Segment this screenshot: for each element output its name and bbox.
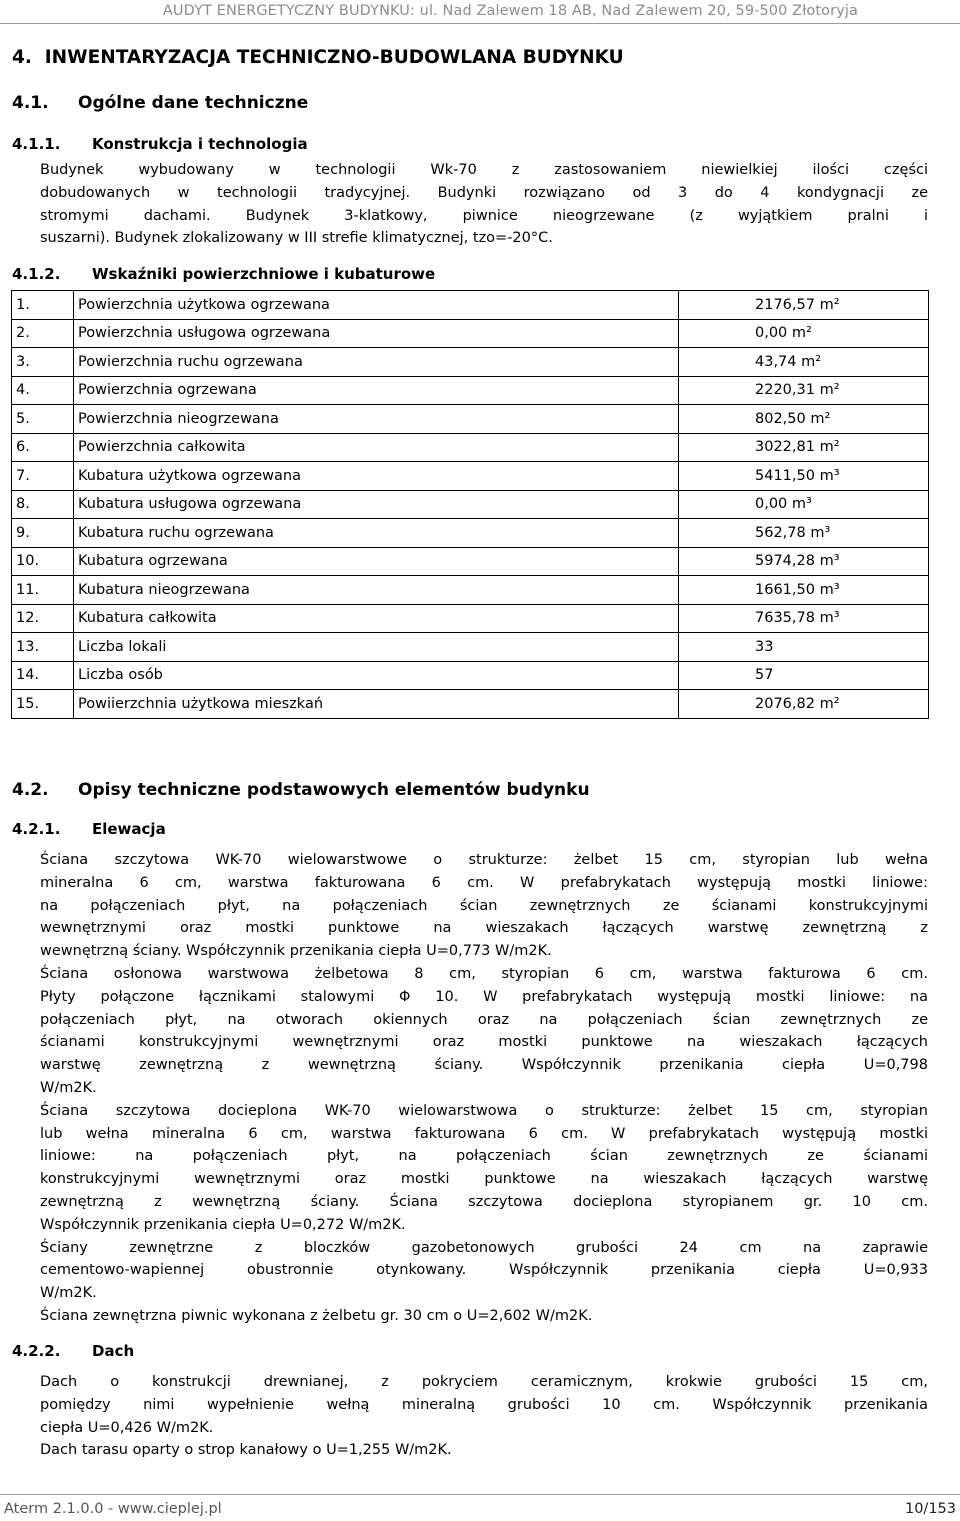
text-line: dobudowanych w technologii tradycyjnej. Budynki rozwiązano od 3 do 4 kondygnacji ze — [40, 184, 928, 201]
row-label: Powierzchnia usługowa ogrzewana — [74, 319, 679, 348]
text-line: ciepła U=0,426 W/m2K. — [40, 1419, 214, 1436]
row-value-cell — [679, 604, 929, 633]
text-line: Współczynnik przenikania ciepła U=0,272 W/m2K. — [40, 1216, 406, 1233]
table-row — [12, 462, 929, 491]
row-value: 3022,81 m² — [755, 439, 840, 456]
subsection-title: Elewacja — [92, 820, 166, 838]
row-value-cell — [679, 547, 929, 576]
text-line: wewnętrznymi oraz mostki punktowe na wieszakach łączących warstwę zewnętrzną z — [40, 920, 928, 937]
table-row — [12, 547, 929, 576]
table-row — [12, 405, 929, 434]
row-label: Liczba lokali — [74, 633, 679, 662]
table-row — [12, 433, 929, 462]
roof-paragraph — [40, 1371, 928, 1462]
text-line: lub wełna mineralna 6 cm, warstwa fakturowana 6 cm. W prefabrykatach występują mostki — [40, 1125, 928, 1142]
footer-software: Aterm 2.1.0.0 - www.cieplej.pl — [4, 1501, 222, 1517]
row-value-cell — [679, 433, 929, 462]
table-row — [12, 633, 929, 662]
row-value: 33 — [755, 638, 774, 655]
text-line: cementowo-wapiennej obustronnie otynkowany. Współczynnik przenikania ciepła U=0,933 — [40, 1262, 928, 1279]
row-number: 1. — [12, 291, 74, 320]
section-number: 4. — [12, 47, 32, 68]
text-line: Ściana zewnętrzna piwnic wykonana z żelbetu gr. 30 cm o U=2,602 W/m2K. — [40, 1307, 593, 1324]
table-row — [12, 576, 929, 605]
text-line: pomiędzy nimi wypełnienie wełną mineralną grubości 10 cm. Współczynnik przenikania — [40, 1396, 928, 1413]
row-number: 10. — [12, 547, 74, 576]
table-row — [12, 661, 929, 690]
subsection-heading-4-2-1 — [12, 820, 166, 838]
table-row — [12, 690, 929, 719]
subsection-heading-4-2 — [12, 780, 590, 800]
row-number: 6. — [12, 433, 74, 462]
table-row — [12, 376, 929, 405]
row-value-cell — [679, 519, 929, 548]
text-line: Ściana szczytowa docieplona WK-70 wielowarstwowa o strukturze: żelbet 15 cm, styropian — [40, 1102, 928, 1119]
table-row — [12, 291, 929, 320]
subsection-title: Opisy techniczne podstawowych elementów budynku — [78, 780, 590, 800]
row-value-cell — [679, 462, 929, 491]
text-line: liniowe: na połączeniach płyt, na połączeniach ścian zewnętrznych ze ścianami — [40, 1148, 928, 1165]
row-label: Kubatura użytkowa ogrzewana — [74, 462, 679, 491]
row-value: 562,78 m³ — [755, 524, 831, 541]
row-value: 43,74 m² — [755, 353, 822, 370]
page-header — [0, 0, 960, 24]
text-line: suszarni). Budynek zlokalizowany w III strefie klimatycznej, tzo=-20°C. — [40, 230, 553, 247]
page-number: 10/153 — [904, 1501, 956, 1517]
text-line: połączeniach płyt, na otworach okiennych oraz na połączeniach ścian zewnętrznych ze — [40, 1011, 928, 1028]
subsection-number: 4.1. — [12, 93, 49, 113]
section-title: INWENTARYZACJA TECHNICZNO-BUDOWLANA BUDYNKU — [44, 47, 624, 68]
text-line: W/m2K. — [40, 1079, 97, 1096]
row-label: Powiierzchnia użytkowa mieszkań — [74, 690, 679, 719]
row-label: Powierzchnia całkowita — [74, 433, 679, 462]
row-value-cell — [679, 405, 929, 434]
row-label: Kubatura nieogrzewana — [74, 576, 679, 605]
table-row — [12, 604, 929, 633]
row-label: Kubatura całkowita — [74, 604, 679, 633]
row-value: 802,50 m² — [755, 410, 831, 427]
row-value-cell — [679, 348, 929, 377]
text-line: konstrukcyjnymi wewnętrznymi oraz mostki punktowe na wieszakach łączących warstwę — [40, 1171, 928, 1188]
text-line: Ściana osłonowa warstwowa żelbetowa 8 cm, styropian 6 cm, warstwa fakturowa 6 cm. — [40, 965, 928, 982]
header-text: AUDYT ENERGETYCZNY BUDYNKU: ul. Nad Zalewem 18 AB, Nad Zalewem 20, 59-500 Złotoryja — [162, 3, 858, 19]
row-value: 57 — [755, 667, 774, 684]
subsection-heading-4-1 — [12, 93, 308, 113]
subsection-number: 4.1.2. — [12, 265, 61, 283]
row-label: Powierzchnia użytkowa ogrzewana — [74, 291, 679, 320]
row-value-cell — [679, 319, 929, 348]
row-number: 9. — [12, 519, 74, 548]
subsection-heading-4-1-2 — [12, 265, 435, 283]
row-value: 2076,82 m² — [755, 695, 840, 712]
row-value-cell — [679, 490, 929, 519]
row-label: Kubatura ruchu ogrzewana — [74, 519, 679, 548]
text-line: na połączeniach płyt, na połączeniach ścian zewnętrznych ze ścianami konstrukcyjnymi — [40, 897, 928, 914]
row-value: 1661,50 m³ — [755, 581, 840, 598]
text-line: Budynek wybudowany w technologii Wk-70 z zastosowaniem niewielkiej ilości części — [40, 162, 928, 178]
subsection-heading-4-2-2 — [12, 1342, 134, 1360]
row-value-cell — [679, 690, 929, 719]
row-value: 2220,31 m² — [755, 382, 840, 399]
row-label: Powierzchnia ruchu ogrzewana — [74, 348, 679, 377]
row-number: 13. — [12, 633, 74, 662]
subsection-title: Wskaźniki powierzchniowe i kubaturowe — [92, 265, 436, 283]
text-line: Ściany zewnętrzne z bloczków gazobetonowych grubości 24 cm na zaprawie — [40, 1239, 928, 1256]
table-row — [12, 348, 929, 377]
row-label: Powierzchnia ogrzewana — [74, 376, 679, 405]
row-label: Liczba osób — [74, 661, 679, 690]
subsection-number: 4.2.1. — [12, 820, 61, 838]
row-number: 8. — [12, 490, 74, 519]
subsection-number: 4.2. — [12, 780, 49, 800]
text-line: Ściana szczytowa WK-70 wielowarstwowe o strukturze: żelbet 15 cm, styropian lub wełna — [40, 852, 928, 868]
text-line: wewnętrzną ściany. Współczynnik przenikania ciepła U=0,773 W/m2K. — [40, 943, 552, 960]
table-row — [12, 519, 929, 548]
section-heading — [12, 47, 624, 68]
row-number: 14. — [12, 661, 74, 690]
indicators-table — [11, 290, 929, 719]
footer-divider — [0, 1494, 960, 1495]
text-line: zewnętrzną z wewnętrzną ściany. Ściana szczytowa docieplona styropianem gr. 10 cm. — [40, 1193, 928, 1210]
row-label: Kubatura ogrzewana — [74, 547, 679, 576]
text-line: warstwę zewnętrzną z wewnętrzną ściany. Współczynnik przenikania ciepła U=0,798 — [40, 1057, 928, 1074]
text-line: Dach tarasu oparty o strop kanałowy o U=1,255 W/m2K. — [40, 1442, 452, 1459]
text-line: Dach o konstrukcji drewnianej, z pokryciem ceramicznym, krokwie grubości 15 cm, — [40, 1374, 928, 1390]
text-line: W/m2K. — [40, 1285, 97, 1302]
row-number: 4. — [12, 376, 74, 405]
row-label: Kubatura usługowa ogrzewana — [74, 490, 679, 519]
construction-paragraph — [40, 159, 928, 250]
row-value-cell — [679, 291, 929, 320]
table-row — [12, 319, 929, 348]
row-value: 5411,50 m³ — [755, 467, 840, 484]
subsection-title: Konstrukcja i technologia — [92, 135, 308, 153]
subsection-heading-4-1-1 — [12, 135, 308, 153]
row-value-cell — [679, 633, 929, 662]
text-line: stromymi dachami. Budynek 3-klatkowy, piwnice nieogrzewane (z wyjątkiem pralni i — [40, 207, 928, 224]
row-number: 15. — [12, 690, 74, 719]
row-number: 2. — [12, 319, 74, 348]
text-line: Płyty połączone łącznikami stalowymi Φ 10. W prefabrykatach występują mostki liniowe: na — [40, 988, 928, 1005]
row-value: 5974,28 m³ — [755, 553, 840, 570]
row-value: 2176,57 m² — [755, 296, 840, 313]
row-number: 12. — [12, 604, 74, 633]
row-value-cell — [679, 576, 929, 605]
text-line: ścianami konstrukcyjnymi wewnętrznymi oraz mostki punktowe na wieszakach łączących — [40, 1034, 928, 1051]
table-row — [12, 490, 929, 519]
row-value: 0,00 m² — [755, 325, 812, 342]
row-number: 11. — [12, 576, 74, 605]
text-line: mineralna 6 cm, warstwa fakturowana 6 cm. W prefabrykatach występują mostki liniowe: — [40, 874, 928, 891]
facade-paragraph — [40, 849, 928, 1328]
row-value: 0,00 m³ — [755, 496, 812, 513]
row-label: Powierzchnia nieogrzewana — [74, 405, 679, 434]
row-value-cell — [679, 376, 929, 405]
row-value: 7635,78 m³ — [755, 610, 840, 627]
row-number: 7. — [12, 462, 74, 491]
subsection-title: Dach — [92, 1342, 135, 1360]
subsection-number: 4.2.2. — [12, 1342, 61, 1360]
row-value-cell — [679, 661, 929, 690]
subsection-title: Ogólne dane techniczne — [78, 93, 309, 113]
row-number: 3. — [12, 348, 74, 377]
subsection-number: 4.1.1. — [12, 135, 61, 153]
row-number: 5. — [12, 405, 74, 434]
